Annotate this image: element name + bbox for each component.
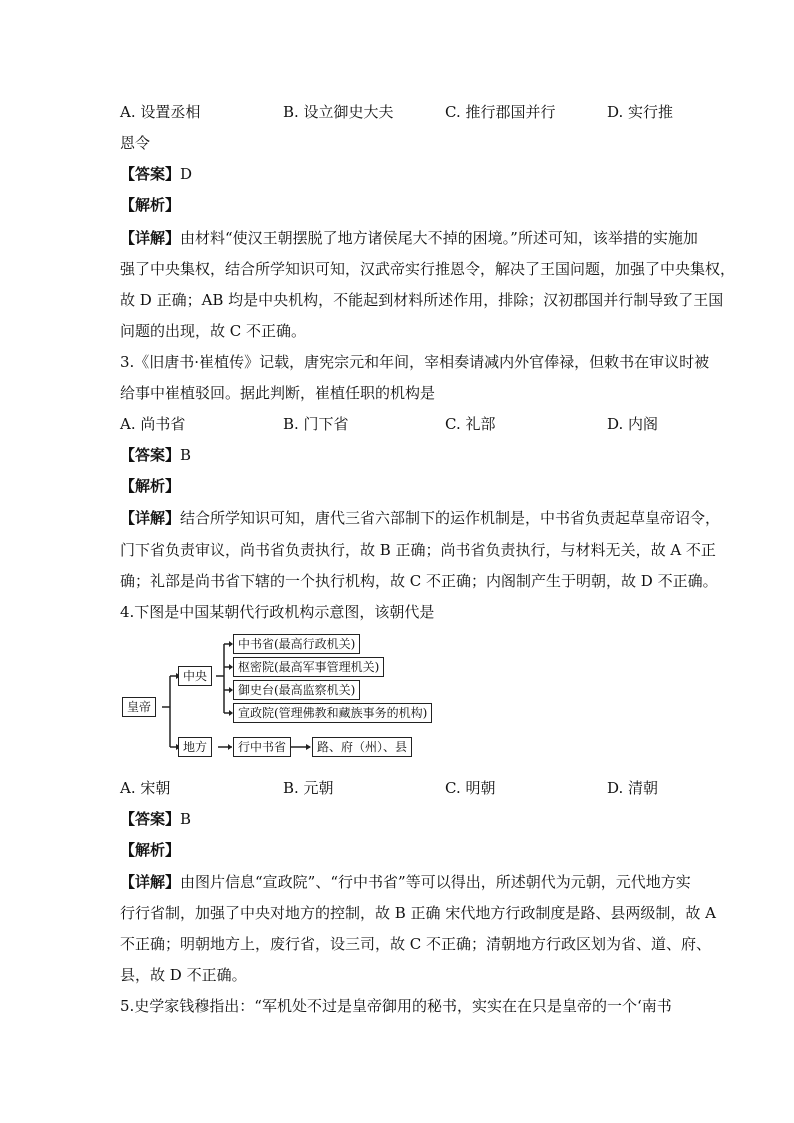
q3-option-c: C. 礼部	[445, 415, 496, 433]
section-label: 【解析】	[120, 477, 181, 495]
q2-option-c: C. 推行郡国并行	[445, 103, 556, 121]
section-label: 【答案】	[120, 165, 181, 183]
q2-answer: 【答案】D	[120, 165, 193, 183]
q3-detail-line: 【详解】结合所学知识可知，唐代三省六部制下的运作机制是，中书省负责起草皇帝诏令，	[120, 509, 721, 527]
q4-stem: 4.下图是中国某朝代行政机构示意图，该朝代是	[120, 603, 435, 621]
q4-answer: 【答案】B	[120, 810, 192, 828]
diagram-lower-box: 路、府（州）、县	[312, 737, 412, 757]
q3-stem-line: 给事中崔植驳回。据此判断，崔植任职的机构是	[120, 384, 436, 402]
q3-answer: 【答案】B	[120, 446, 192, 464]
q3-option-d: D. 内阁	[607, 415, 659, 433]
q4-detail-line: 不正确；明朝地方上，废行省，设三司，故 C 不正确；清朝地方行政区划为省、道、府、	[120, 935, 712, 953]
q4-detail-line: 【详解】由图片信息“宣政院”、“行中书省”等可以得出，所述朝代为元朝，元代地方实	[120, 873, 691, 891]
section-label: 【解析】	[120, 841, 181, 859]
diagram-province-box: 行中书省	[233, 737, 291, 757]
q3-stem-line: 3.《旧唐书·崔植传》记载，唐宪宗元和年间，宰相奏请减内外官俸禄，但敕书在审议时被	[120, 353, 710, 371]
q2-detail-line: 【详解】由材料“使汉王朝摆脱了地方诸侯尾大不掉的困境。”所述可知，该举措的实施加	[120, 229, 698, 247]
q3-analysis-label	[120, 476, 180, 496]
section-label: 【解析】	[120, 196, 181, 214]
q3-detail-line: 确；礼部是尚书省下辖的一个执行机构，故 C 不正确；内阁制产生于明朝，故 D 不正确。	[120, 572, 718, 590]
q2-option-b: B. 设立御史大夫	[283, 103, 394, 121]
diagram-emperor-box: 皇帝	[122, 697, 156, 717]
q5-stem: 5.史学家钱穆指出：“军机处不过是皇帝御用的秘书，实实在在只是皇帝的一个‘南书	[120, 997, 672, 1015]
diagram-central-item: 中书省(最高行政机关)	[233, 634, 360, 654]
q4-option-d: D. 清朝	[607, 779, 659, 797]
section-label: 【答案】	[120, 810, 181, 828]
q2-option-a: A. 设置丞相	[120, 103, 201, 121]
diagram-central-item: 枢密院(最高军事管理机关)	[233, 657, 384, 677]
q2-detail-line: 故 D 正确；AB 均是中央机构，不能起到材料所述作用，排除；汉初郡国并行制导致了王国	[120, 291, 724, 309]
q2-analysis-label	[120, 195, 180, 215]
diagram-local-box: 地方	[178, 737, 212, 757]
section-label: 【详解】	[120, 229, 181, 247]
admin-structure-diagram	[120, 632, 470, 770]
section-label: 【答案】	[120, 446, 181, 464]
q2-detail-line: 问题的出现，故 C 不正确。	[120, 322, 307, 340]
q3-option-a: A. 尚书省	[120, 415, 186, 433]
section-label: 【详解】	[120, 509, 181, 527]
q2-option-d: D. 实行推	[607, 103, 674, 121]
diagram-central-box: 中央	[178, 666, 212, 686]
q3-option-b: B. 门下省	[283, 415, 349, 433]
q4-option-b: B. 元朝	[283, 779, 334, 797]
q4-option-a: A. 宋朝	[120, 779, 171, 797]
q3-detail-line: 门下省负责审议，尚书省负责执行，故 B 正确；尚书省负责执行，与材料无关，故 A 不正	[120, 541, 716, 559]
q4-option-c: C. 明朝	[445, 779, 496, 797]
q2-option-wrap: 恩令	[120, 134, 151, 152]
q4-detail-line: 县，故 D 不正确。	[120, 966, 247, 984]
diagram-central-item: 宣政院(管理佛教和藏族事务的机构)	[233, 703, 432, 723]
q2-detail-line: 强了中央集权，结合所学知识可知，汉武帝实行推恩令，解决了王国问题，加强了中央集权，	[120, 260, 736, 278]
q4-analysis-label	[120, 840, 180, 860]
q4-detail-line: 行行省制，加强了中央对地方的控制，故 B 正确 宋代地方行政制度是路、县两级制，故 A	[120, 904, 716, 922]
section-label: 【详解】	[120, 873, 181, 891]
diagram-central-item: 御史台(最高监察机关)	[233, 680, 360, 700]
